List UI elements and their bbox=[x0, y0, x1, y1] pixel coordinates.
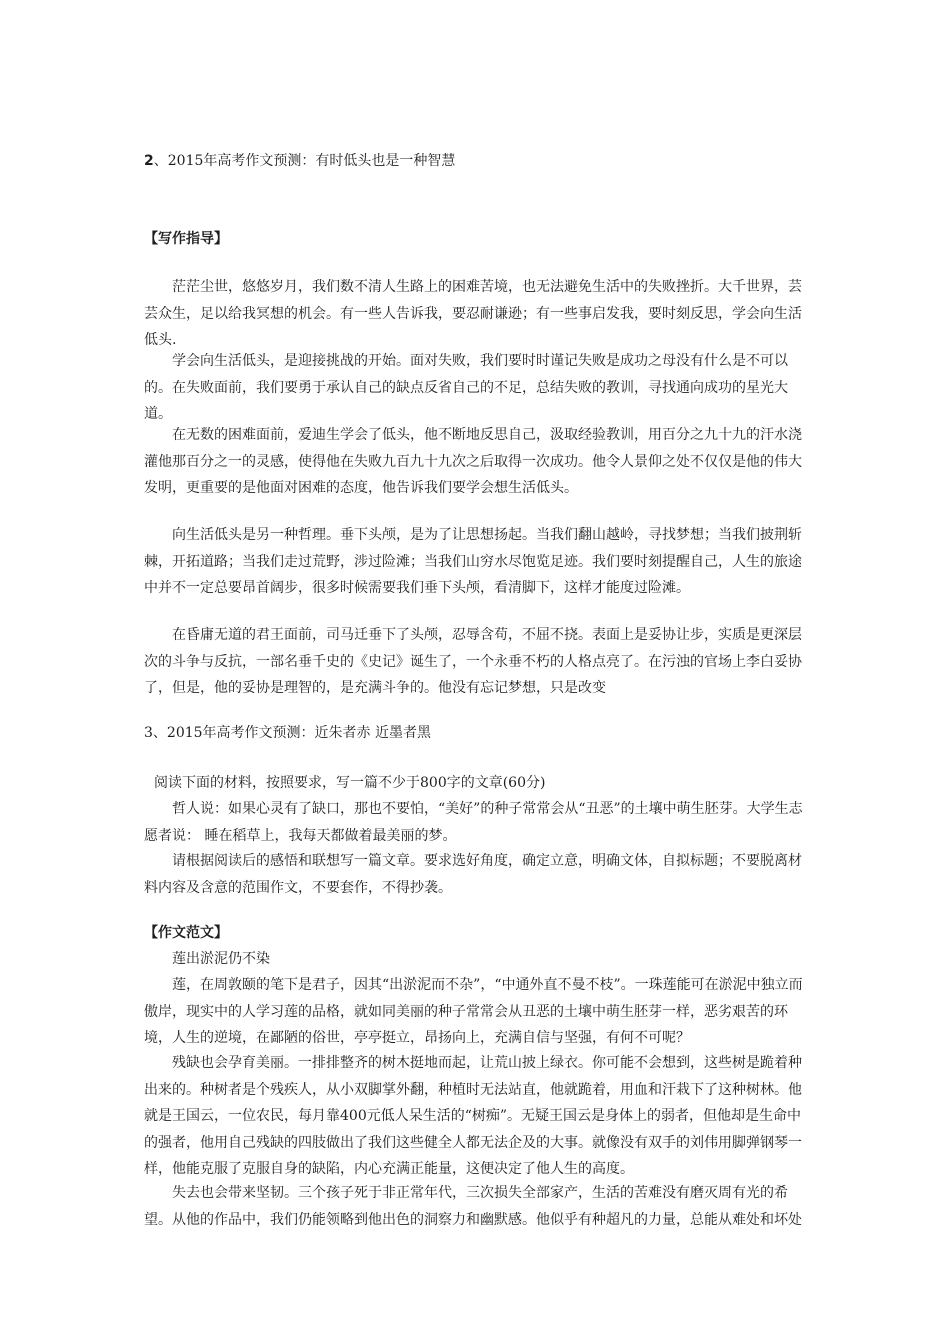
guide-paragraph-1: 茫茫尘世，悠悠岁月，我们数不清人生路上的困难苦境，也无法避免生活中的失败挫折。大千世界，芸芸众生，足以给我冥想的机会。有一些人告诉我，要忍耐谦逊；有一些事启发我，要时刻反思，学会向生活低头. bbox=[144, 279, 802, 348]
guide-paragraph-4: 向生活低头是另一种哲理。垂下头颅，是为了让思想扬起。当我们翻山越岭，寻找梦想；当我们披荆斩棘，开拓道路；当我们走过荒野，涉过险滩；当我们山穷水尽饱览足迹。我们要时刻提醒自己，人生的旅途中并不一定总要昂首阔步，很多时候需要我们垂下头颅，看清脚下，这样才能度过险滩。 bbox=[144, 527, 802, 596]
task-requirements: 请根据阅读后的感悟和联想写一篇文章。要求选好角度，确定立意，明确文体，自拟标题；不要脱离材料内容及含意的范围作文，不要套作，不得抄袭。 bbox=[144, 853, 802, 896]
section-2-heading bbox=[144, 148, 806, 175]
sample-essay-title: 莲出淤泥仍不染 bbox=[172, 951, 270, 967]
section-3-heading: 3、2015年高考作文预测：近朱者赤 近墨者黑 bbox=[144, 725, 431, 741]
task-instruction: 阅读下面的材料，按照要求，写一篇不少于800字的文章(60分) bbox=[154, 775, 546, 791]
guide-paragraph-3: 在无数的困难面前，爱迪生学会了低头，他不断地反思自己，汲取经验教训，用百分之九十九的汗水浇灌他那百分之一的灵感，使得他在失败九百九十九次之后取得一次成功。他令人景仰之处不仅仅是他的伟大发明，更重要的是他面对困难的态度，他告诉我们要学会想生活低头。 bbox=[144, 427, 802, 496]
guide-paragraph-5: 在昏庸无道的君王面前，司马迁垂下了头颅，忍辱含苟，不屈不挠。表面上是妥协让步，实质是更深层次的斗争与反抗，一部名垂千史的《史记》诞生了，一个永垂不朽的人格点亮了。在污浊的官场上李白妥协了，但是，他的妥协是理智的，是充满斗争的。他没有忘记梦想，只是改变 bbox=[144, 627, 802, 696]
sample-paragraph-3: 失去也会带来坚韧。三个孩子死于非正常年代，三次损失全部家产，生活的苦难没有磨灭周有光的希望。从他的作品中，我们仍能领略到他出色的洞察力和幽默感。他似乎有种超凡的力量，总能从难处和坏处 bbox=[144, 1185, 802, 1228]
section-2-title: 、2015年高考作文预测：有时低头也是一种智慧 bbox=[153, 153, 456, 169]
task-material: 哲人说：如果心灵有了缺口，那也不要怕，“美好”的种子常常会从“丑恶”的土壤中萌生胚芽。大学生志愿者说： 睡在稻草上，我每天都做着最美丽的梦。 bbox=[144, 801, 803, 844]
section-2-number: 2 bbox=[144, 153, 154, 169]
sample-paragraph-2: 残缺也会孕育美丽。一排排整齐的树木挺地而起，让荒山披上绿衣。你可能不会想到，这些树是跪着种出来的。种树者是个残疾人，从小双脚掌外翻，种植时无法站直，他就跪着，用血和汗栽下了这种树林。他就是王国云，一位农民，每月靠400元低人呆生活的“树痴”。无疑王国云是身体上的弱者，但他却是生命中的强者，他用自己残缺的四肢做出了我们这些健全人都无法企及的大事。就像没有双手的刘伟用脚弹钢琴一样，他能克服了克服自身的缺陷，内心充满正能量，这便决定了他人生的高度。 bbox=[144, 1055, 802, 1177]
writing-guide-heading: 【写作指导】 bbox=[144, 231, 228, 247]
sample-paragraph-1: 莲，在周敦颐的笔下是君子，因其“出淤泥而不杂”，“中通外直不曼不枝”。一珠莲能可在淤泥中独立而傲岸，现实中的人学习莲的品格，就如同美丽的种子常常会从丑恶的土壤中萌生胚芽一样，恶劣艰苦的环境，人生的逆境，在鄙陋的俗世，亭亭挺立，昂扬向上，充满自信与坚强，有何不可呢？ bbox=[144, 977, 803, 1046]
sample-essay-heading: 【作文范文】 bbox=[144, 925, 228, 941]
guide-paragraph-2: 学会向生活低头，是迎接挑战的开始。面对失败，我们要时时谨记失败是成功之母没有什么是不可以的。在失败面前，我们要勇于承认自己的缺点反省自己的不足，总结失败的教训，寻找通向成功的星光大道。 bbox=[144, 353, 788, 422]
